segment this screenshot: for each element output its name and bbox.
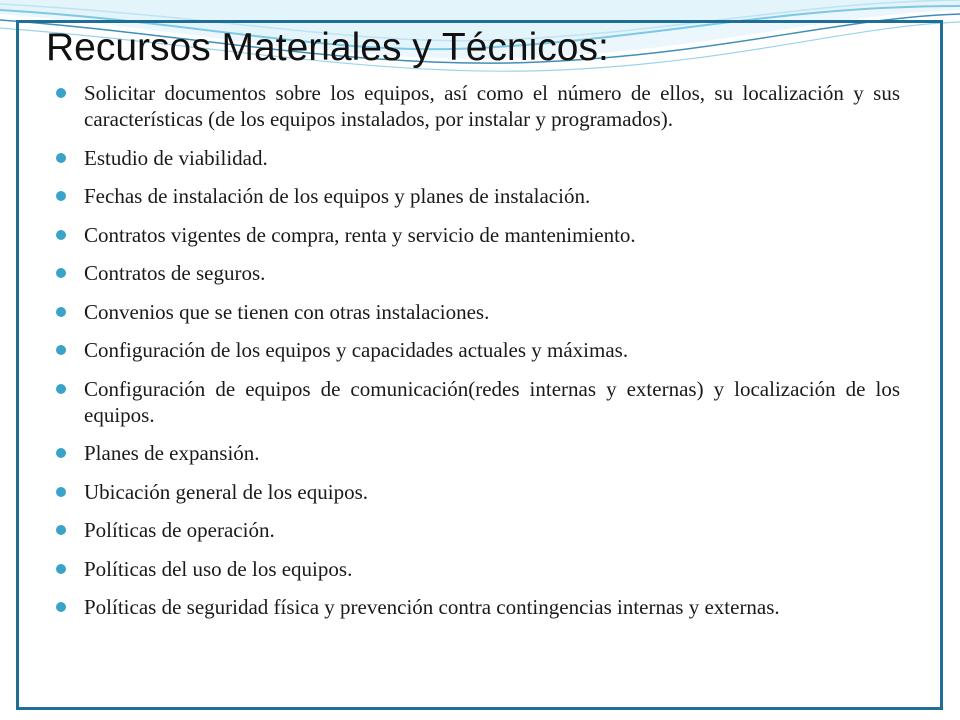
- list-item: [50, 594, 900, 620]
- list-item: [50, 145, 900, 171]
- bullet-text: Convenios que se tienen con otras instalaciones.: [84, 299, 490, 324]
- bullet-text: Configuración de los equipos y capacidades actuales y máximas.: [84, 338, 629, 362]
- bullet-icon: [56, 345, 66, 355]
- slide-title: Recursos Materiales y Técnicos:: [46, 26, 609, 69]
- bullet-text: Políticas del uso de los equipos.: [84, 556, 353, 581]
- list-item: [50, 183, 900, 209]
- list-item: [50, 440, 900, 466]
- list-item: [50, 517, 900, 543]
- list-item: [50, 337, 900, 363]
- list-item: [50, 80, 900, 132]
- bullet-icon: [56, 307, 66, 317]
- list-item: [50, 222, 900, 248]
- bullet-icon: [56, 191, 66, 201]
- bullet-icon: [56, 564, 66, 574]
- bullet-text: Ubicación general de los equipos.: [84, 479, 368, 504]
- bullet-icon: [56, 230, 66, 240]
- list-item: [50, 260, 900, 286]
- list-item: [50, 299, 900, 325]
- bullet-icon: [56, 88, 66, 98]
- bullet-text: Contratos vigentes de compra, renta y servicio de mantenimiento.: [84, 222, 636, 247]
- bullet-icon: [56, 525, 66, 535]
- bullet-icon: [56, 602, 66, 612]
- bullet-text: Planes de expansión.: [84, 441, 260, 465]
- bullet-list: [50, 80, 900, 633]
- bullet-icon: [56, 487, 66, 497]
- bullet-icon: [56, 384, 66, 394]
- list-item: [50, 479, 900, 505]
- bullet-text: Estudio de viabilidad.: [84, 145, 268, 170]
- bullet-icon: [56, 448, 66, 458]
- bullet-text: Fechas de instalación de los equipos y planes de instalación.: [84, 184, 591, 208]
- bullet-icon: [56, 268, 66, 278]
- bullet-text: Políticas de seguridad física y prevención contra contingencias internas y externas.: [84, 595, 780, 619]
- bullet-text: Políticas de operación.: [84, 518, 275, 542]
- list-item: [50, 556, 900, 582]
- bullet-icon: [56, 153, 66, 163]
- list-item: [50, 376, 900, 428]
- bullet-text: Configuración de equipos de comunicación(redes internas y externas) y localización de los equipos.: [84, 376, 900, 427]
- bullet-text: Solicitar documentos sobre los equipos, así como el número de ellos, su localización y sus características (de los equipos instalados, por instalar y programados).: [84, 81, 900, 131]
- bullet-text: Contratos de seguros.: [84, 261, 266, 285]
